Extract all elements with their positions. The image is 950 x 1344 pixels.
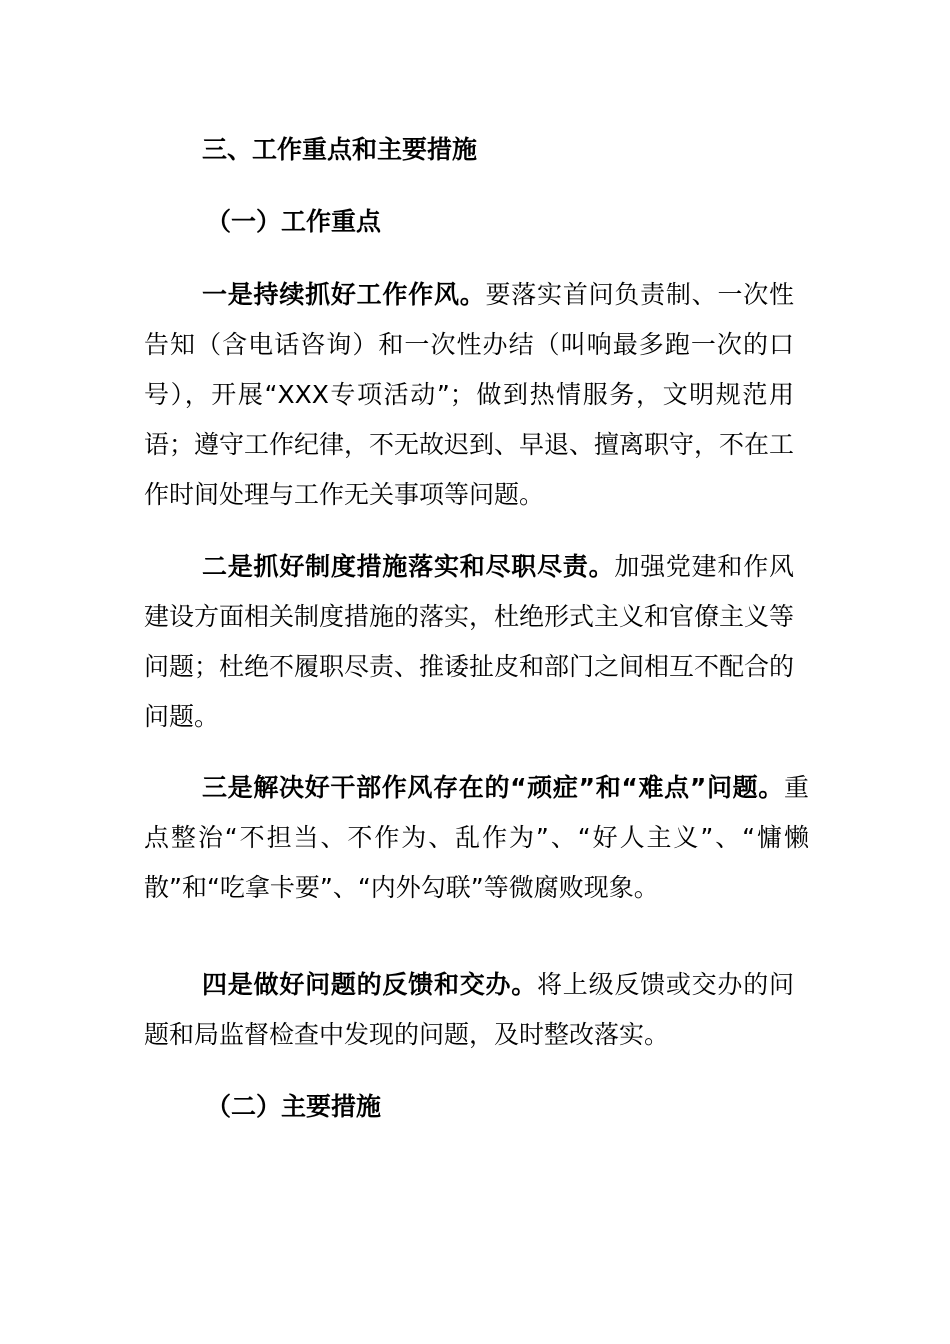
item-lead: 三是解决好干部作风存在的“顽症”和“难点”问题。 — [202, 773, 784, 802]
work-focus-item-1 — [144, 270, 794, 520]
subsection-heading-measures: （二）主要措施 — [206, 1092, 382, 1121]
item-body: 要落实首问负责制、一次性告知（含电话咨询）和一次性办结（叫响最多跑一次的口号），开展“XXX专项活动”；做到热情服务，文明规范用语；遵守工作纪律，不无故迟到、早退、擅离职守，不在工作时间处理与工作无关事项等问题。 — [144, 280, 795, 509]
work-focus-item-3 — [144, 763, 809, 913]
work-focus-item-2 — [144, 542, 794, 742]
item-lead: 一是持续抓好工作作风。 — [202, 280, 486, 309]
item-body: 重点整治“不担当、不作为、乱作为”、“好人主义”、“慵懒散”和“吃拿卡要”、“内外勾联”等微腐败现象。 — [144, 773, 809, 902]
item-body: 加强党建和作风建设方面相关制度措施的落实，杜绝形式主义和官僚主义等问题；杜绝不履职尽责、推诿扯皮和部门之间相互不配合的问题。 — [144, 552, 795, 731]
work-focus-item-4 — [144, 960, 794, 1060]
subsection-heading-focus: （一）工作重点 — [206, 207, 382, 236]
section-title: 三、工作重点和主要措施 — [202, 135, 478, 164]
item-lead: 二是抓好制度措施落实和尽职尽责。 — [202, 552, 615, 581]
item-lead: 四是做好问题的反馈和交办。 — [202, 970, 538, 999]
item-body: 将上级反馈或交办的问题和局监督检查中发现的问题，及时整改落实。 — [144, 970, 794, 1049]
